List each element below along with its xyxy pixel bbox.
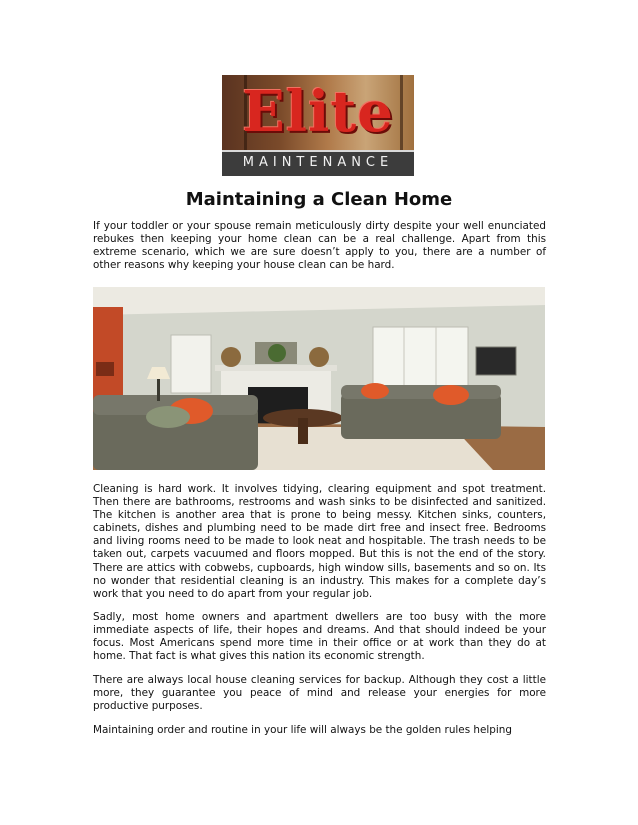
paragraph-order: Maintaining order and routine in your life will always be the golden rules helping (93, 724, 512, 736)
photo-right-sofa (341, 393, 501, 439)
photo-lamp-stand (157, 379, 160, 401)
paragraph-intro: If your toddler or your spouse remain meticulously dirty despite your well enunciated rebukes then keeping your home clean can be a real challenge. Apart from this extreme scenario, which we are sure doesn’t apply to you, there are a number of other reasons why keeping your house clean can be hard. (93, 220, 546, 272)
photo-orange-cushion (361, 383, 389, 399)
logo-word: Elite (242, 79, 394, 145)
paragraph-cleaning: Cleaning is hard work. It involves tidying, clearing equipment and spot treatment. Then there are bathrooms, restrooms and wash sinks to be disinfected and sanitized. The kitchen is another area that is prone to being messy. Kitchen sinks, counters, cabinets, dishes and plumbing need to be made dirt free and insect free. Bedrooms and living rooms need to be made to look neat and hospitable. The trash needs to be taken out, carpets vacuumed and floors mopped. But this is not the end of the story. There are attics with cobwebs, cupboards, high window sills, basements and so on. Its no wonder that residential cleaning is an industry. This makes for a complete day’s work that you need to do apart from your regular job. (93, 483, 546, 600)
photo-vase-right (309, 347, 329, 367)
photo-vase-left (221, 347, 241, 367)
photo-plant (268, 344, 286, 362)
photo-left-window (171, 335, 211, 393)
paragraph-busy: Sadly, most home owners and apartment dwellers are too busy with the more immediate aspects of life, their hopes and dreams. And that should indeed be your focus. Most Americans spend more time in their office or at work than they do at home. That fact is what gives this nation its economic strength. (93, 611, 546, 663)
photo-wall-art (96, 362, 114, 376)
living-room-photo (93, 287, 545, 470)
photo-right-window (373, 327, 468, 395)
logo-subtitle: MAINTENANCE (242, 155, 394, 170)
elite-maintenance-logo (222, 75, 414, 176)
logo-band (222, 150, 414, 176)
photo-tv (476, 347, 516, 375)
paragraph-services: There are always local house cleaning services for backup. Although they cost a little more, they guarantee you peace of mind and release your energies for more productive purposes. (93, 674, 546, 713)
photo-orange-cushion (433, 385, 469, 405)
page-title: Maintaining a Clean Home (185, 189, 453, 210)
